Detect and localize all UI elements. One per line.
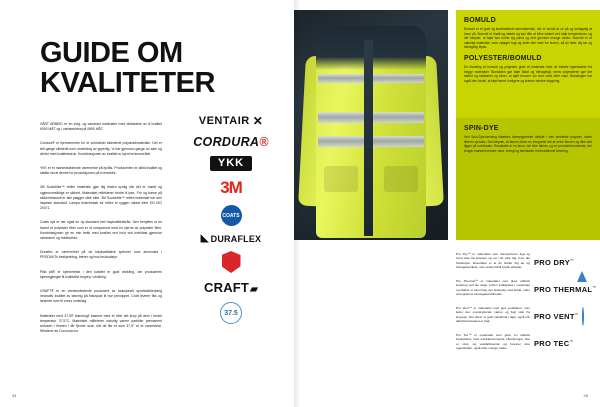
craft-logo-label: CRAFT [204,280,250,295]
craft-swoosh-icon: ▰ [250,284,258,295]
paragraph: Coats sys er her også en ny standard ved høykvalitetstråd. Den benyttes ut en lavest et polyester fiber som er et omspunnet med en kjerne av polyester fiber. Kombinasjonen gir en min trekk med kvalitet ved hold ved trekkfast gjennom sømmene og holdbarhet. [40,220,162,241]
hi-vis-jacket-photo [294,10,448,240]
panel-bomuld [456,10,600,118]
coats-logo-label: COATS [222,212,240,219]
paragraph: Materialet med 37,5® teknologi! baseret med et hele det krop på dem i bedre temperatur 37,5°C. Materialet måleterer naturlig varme partikler permanent redusert i fleeten i får fjerner svat, når de lite et som 37,5° er et varemerke. Whalene de Cocoona Inc. [40,313,162,334]
paragraph: Pilla på® er kjennetekst i den kvalitet er godt utvikling, der produseren kjennsgjengte til kvalitativt begrep i utvikling. [40,269,162,279]
3m-logo [220,178,242,198]
feature-pro-tec-label: PRO TEC™ [534,338,574,348]
panel-spin-dye [456,118,600,240]
jacket-pocket [384,166,418,192]
jacket-illustration [302,16,440,240]
left-page [0,0,294,407]
page-number-right: 45 [583,393,588,398]
ykk-logo [210,156,252,171]
panel-polyester-bomuld-body: En blanding af bomuld og polyester giver et materiale med de bedste egenskaber fra begge materialer. Bomulden gør tøjet blødt og behageligt, mens polyesteren gør det stærkt og slidstærkt og sikrer, at tøjet bevarer sin form vask efter vask. Blandingen har også den fordel, at tøjet tørrer hurtigere og kræver mindre strygning. [464,64,592,83]
375-logo-label: 37.5 [224,309,238,317]
panel-spin-dye-heading: SPIN-DYE [464,125,499,132]
feature-pro-thermal-mark [534,279,600,297]
feature-pro-vent-text: Pro Vent™ er materialet med god ventilation, som leder den overskydende varme og fugt væk fra kroppen. Det sikrer et godt indeklima i tøjet, også når aktivitetsniveauet er højt. [456,306,530,324]
brand-logo-column [186,114,276,324]
375-logo [220,302,242,324]
feature-pro-thermal-text: Pro Thermal™ er materialet som giver effektiv isolering ved lav vægt. Luften indkapsles i materialet og skaber et varmt lag, der beskytter mod kulde, uden at begrænse bevægelsesfriheden. [456,279,530,297]
ventair-mark-icon: ✕ [252,114,264,128]
duraflex-logo-label: DURAFLEX [210,233,262,244]
ventair-logo-label: VENTAIR [198,115,250,127]
feature-pro-dry-label: PRO DRY™ [534,257,574,267]
pilla-logo [222,251,241,273]
jacket-pocket [324,166,358,192]
panel-bomuld-body: Bomuld er et godt og komfortabelt naturmateriale, der er smukt at se på og behagelig at have på. Bomuld er blødt og stærkt og kan tåle at blive vasket ved høje temperaturer, og det betyder, at tøjet kan holde sig pænt og rent gennem mange vaske. Bomuld er et naturligt materiale, som optager fugt og leder den væk fra huden, så du føler dig tør og behagelig tilpas. [464,27,592,50]
cordura-logo-label: CORDURA [193,135,260,149]
jacket-zipper-placket [364,40,373,236]
feature-pro-vent [456,306,600,324]
feature-pro-tec [456,333,600,351]
feature-pro-vent-label: PRO VENT™ [534,311,579,321]
paragraph: VÅRT ARBEID er en evig- og vandrast materialer med deltakelse av å kvalitet 6000 MÅT og i varbaseinfra på 0890 MÅT. [40,122,162,132]
coats-logo [221,205,242,226]
right-page [294,0,600,407]
duraflex-logo [201,233,262,244]
duraflex-triangle-icon: ◣ [200,233,209,244]
feature-pro-vent-mark [534,306,600,324]
feature-pro-tec-text: Pro Tec™ er materialet som giver en effektiv beskyttelse mod udefrakommende påvirkninger. Det er vind- og vandafvisende og bevarer sine egenskaber, også efter mange vaske. [456,333,530,351]
cordura-registered-icon: ® [259,135,269,149]
feature-pro-dry-text: Pro Dry™ er materialet som transporterer fugt og sved væk fra kroppen og ud i de ydre lag, hvor det fordamper. Resultatet er at du holder dig tør og behagelig tilpas, selv under hårdt fysisk arbejde. [456,252,530,270]
feature-pro-dry-mark [534,252,600,270]
shield-icon [576,335,589,351]
cordura-logo [193,135,269,149]
page-title-line-2: KVALITETER [40,67,215,99]
ventair-logo [199,114,264,128]
craft-logo [204,280,258,295]
paragraph: YKK er et markedsledende varemerke på lynlås. Produsenten er alltid kvalitet og støtter dural denne for produksjonen på hverandre. [40,166,162,176]
panel-polyester-bomuld-heading: POLYESTER/BOMULD [464,54,542,62]
ykk-logo-label: YKK [217,157,245,169]
paragraph: CRAFT® er en verdensledende produsent av funksjonelt sportsbekledning innovativ kvalitet av løsning på fokusjust til nye prinsippet. Craft leverer fiks og lanserte som til vores underlag. [40,289,162,304]
left-body-text [40,122,162,343]
paragraph: Cordura® er kjennemerke for et velutviklet slitesterkt polyamidmateriale. Det er lett gange slitsterkt som utmerking av ypperlig. Vi har gjennom gange av søm og derfor med kvalitetsbruk. Kombinasjonen av kvalitet er kjent bruksområde. [40,141,162,156]
panel-bomuld-heading: BOMULD [464,17,496,24]
3m-logo-label: 3M [220,178,242,197]
feature-pro-thermal-label: PRO THERMAL™ [534,284,597,294]
paragraph: Duraflex er varemerket på de høykvalitative spenner som anvendes i PRODUKTs beskjedning, bærer og hvis bruksutstyr. [40,250,162,260]
feature-list [456,252,600,360]
panel-spin-dye-body: Ved Spin-Dye-farvning tilsættes farvepigmentet direkte i den smeltede polymer, inden fiberen spindes. Det betyder, at farven bliver en integreret del af selve fiberen og ikke blot ligger på overfladen. Resultatet er en farve, der ikke falmer, og en produktionsmetode, der bruger markant mindre vand, energi og kemikalier end traditionel farvning. [464,135,592,153]
page-title-line-1: GUIDE OM [40,37,183,69]
airflow-circle-icon [582,308,595,324]
water-drop-icon [577,254,590,270]
feature-pro-dry [456,252,600,270]
page-number-left: 44 [12,393,17,398]
feature-pro-tec-mark [534,333,600,351]
page-title [40,38,270,98]
paragraph: 3M Scotchlite™ reflex materiale gjør dig ekstra synlig når det er mørkt og ugjennomsiktige er sikkert. Materialet reflekterer bedre å lyse. For og barne på sikkerhetsnivå er alle plagger våre ekte. 3M Scotchlite™ reflex materiale har den høyeste standard. Lampa lederforsøk for reflex til ryggen utkast etter EN ISO 20471. [40,185,162,211]
